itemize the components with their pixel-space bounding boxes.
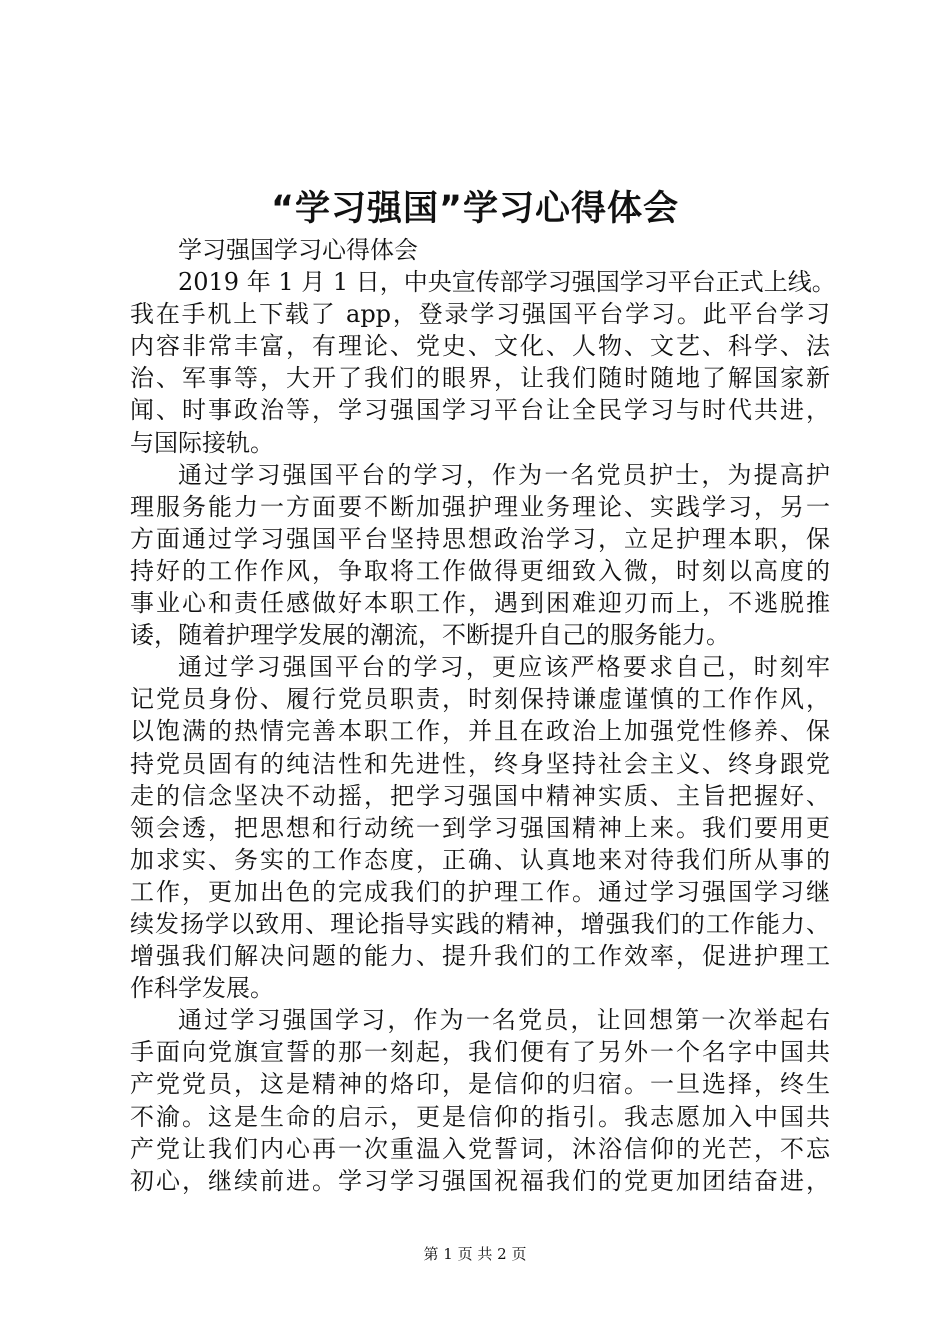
body-line: 我在手机上下载了 app，登录学习强国平台学习。此平台学习 — [130, 300, 830, 329]
body-line: 走的信念坚决不动摇，把学习强国中精神实质、主旨把握好、 — [130, 781, 830, 810]
body-line: 产党党员，这是精神的烙印，是信仰的归宿。一旦选择，终生 — [130, 1070, 830, 1099]
body-line: 工作，更加出色的完成我们的护理工作。通过学习强国学习继 — [130, 877, 830, 906]
body-line: 通过学习强国学习，作为一名党员，让回想第一次举起右 — [178, 1006, 830, 1035]
body-line: 记党员身份、履行党员职责，时刻保持谦虚谨慎的工作作风， — [130, 685, 830, 714]
body-line: 闻、时事政治等，学习强国学习平台让全民学习与时代共进， — [130, 396, 830, 425]
body-line: 治、军事等，大开了我们的眼界，让我们随时随地了解国家新 — [130, 364, 830, 393]
document-title: “学习强国”学习心得体会 — [270, 189, 679, 229]
body-line: 内容非常丰富，有理论、党史、文化、人物、文艺、科学、法 — [130, 332, 830, 361]
body-line: 作科学发展。 — [130, 974, 274, 1003]
body-line: 不渝。这是生命的启示，更是信仰的指引。我志愿加入中国共 — [130, 1102, 830, 1131]
body-line: 持党员固有的纯洁性和先进性，终身坚持社会主义、终身跟党 — [130, 749, 830, 778]
body-line: 通过学习强国平台的学习，作为一名党员护士，为提高护 — [178, 460, 830, 489]
body-line: 续发扬学以致用、理论指导实践的精神，增强我们的工作能力、 — [130, 909, 830, 938]
body-line: 方面通过学习强国平台坚持思想政治学习，立足护理本职，保 — [130, 524, 830, 553]
body-line: 手面向党旗宣誓的那一刻起，我们便有了另外一个名字中国共 — [130, 1038, 830, 1067]
body-line: 与国际接轨。 — [130, 428, 274, 457]
body-line: 理服务能力一方面要不断加强护理业务理论、实践学习，另一 — [130, 492, 830, 521]
body-line: 初心，继续前进。学习学习强国祝福我们的党更加团结奋进， — [130, 1166, 830, 1195]
page-number-footer: 第 1 页 共 2 页 — [423, 1245, 527, 1263]
body-line: 增强我们解决问题的能力、提升我们的工作效率，促进护理工 — [130, 942, 830, 971]
body-line: 学习强国学习心得体会 — [178, 236, 418, 264]
body-line: 以饱满的热情完善本职工作，并且在政治上加强党性修养、保 — [130, 717, 830, 746]
body-line: 诿，随着护理学发展的潮流，不断提升自己的服务能力。 — [130, 621, 730, 650]
body-line: 2019 年 1 月 1 日，中央宣传部学习强国学习平台正式上线。 — [178, 268, 836, 297]
body-line: 产党让我们内心再一次重温入党誓词，沐浴信仰的光芒，不忘 — [130, 1134, 830, 1163]
body-line: 事业心和责任感做好本职工作，遇到困难迎刃而上，不逃脱推 — [130, 589, 830, 618]
document-body — [130, 234, 836, 1197]
body-line: 领会透，把思想和行动统一到学习强国精神上来。我们要用更 — [130, 813, 830, 842]
body-line: 持好的工作作风，争取将工作做得更细致入微，时刻以高度的 — [130, 556, 830, 585]
body-line: 加求实、务实的工作态度，正确、认真地来对待我们所从事的 — [130, 845, 830, 874]
body-line: 通过学习强国平台的学习，更应该严格要求自己，时刻牢 — [178, 653, 830, 682]
